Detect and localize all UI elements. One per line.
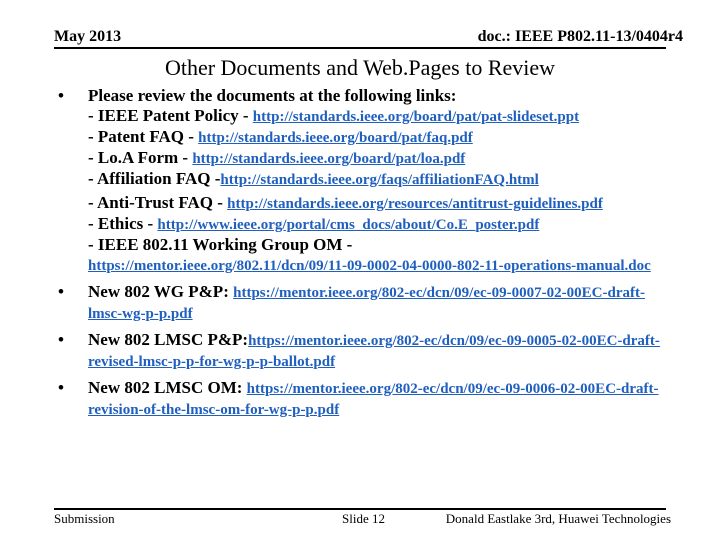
link-affiliation-faq[interactable]: http://standards.ieee.org/faqs/affiliationFAQ.html <box>220 172 539 188</box>
link-wg-pp[interactable]: https://mentor.ieee.org/802-ec/dcn/09/ec-09-0007-02-00EC-draft-lmsc-wg-p-p.pdf <box>88 285 645 322</box>
subitem-anti-trust-faq <box>88 193 678 214</box>
subitem-label: - Affiliation FAQ - <box>88 169 221 188</box>
slide-body <box>58 86 678 420</box>
bullet-icon: • <box>58 86 64 105</box>
link-lmsc-pp[interactable]: https://mentor.ieee.org/802-ec/dcn/09/ec-09-0005-02-00EC-draft-revised-lmsc-p-p-for-wg-p-p-ballot.pdf <box>88 333 660 370</box>
bullet-review-links <box>58 86 678 276</box>
link-wg-om[interactable]: https://mentor.ieee.org/802.11/dcn/09/11-09-0002-04-0000-802-11-operations-manual.doc <box>88 258 651 274</box>
link-patent-faq[interactable]: http://standards.ieee.org/board/pat/faq.pdf <box>198 130 473 146</box>
header-date: May 2013 <box>54 28 122 45</box>
bullet-lmsc-om <box>58 378 678 420</box>
footer-divider <box>54 508 666 510</box>
footer-slide-number: Slide 12 <box>342 511 385 526</box>
bullet-label: New 802 WG P&P: <box>88 282 234 301</box>
header-doc-id: doc.: IEEE P802.11-13/0404r4 <box>477 28 683 45</box>
subitem-patent-faq <box>88 127 678 148</box>
link-ethics[interactable]: http://www.ieee.org/portal/cms_docs/about/Co.E_poster.pdf <box>157 217 540 233</box>
link-patent-policy[interactable]: http://standards.ieee.org/board/pat/pat-slideset.ppt <box>252 109 580 125</box>
bullet-label: New 802 LMSC OM: <box>88 378 247 397</box>
bullet-icon: • <box>58 282 64 301</box>
subitem-label: - IEEE Patent Policy - <box>88 106 253 125</box>
subitem-ethics <box>88 214 678 235</box>
footer-submission: Submission <box>54 511 115 526</box>
subitem-label: - Anti-Trust FAQ - <box>88 193 228 212</box>
subitem-label: - Lo.A Form - <box>88 148 193 167</box>
bullet-icon: • <box>58 378 64 397</box>
subitem-label: - Ethics - <box>88 214 158 233</box>
link-anti-trust-faq[interactable]: http://standards.ieee.org/resources/antitrust-guidelines.pdf <box>227 196 603 212</box>
subitem-patent-policy <box>88 106 678 127</box>
header-divider <box>54 47 666 49</box>
footer-author: Donald Eastlake 3rd, Huawei Technologies <box>445 511 671 526</box>
bullet-lmsc-pp <box>58 330 678 372</box>
link-loa-form[interactable]: http://standards.ieee.org/board/pat/loa.pdf <box>192 151 466 167</box>
bullet-wg-pp <box>58 282 678 324</box>
subitem-wg-om <box>88 235 678 276</box>
subitem-loa-form <box>88 148 678 169</box>
bullet-icon: • <box>58 330 64 349</box>
subitem-affiliation-faq <box>88 169 678 190</box>
subitem-label: - IEEE 802.11 Working Group OM - <box>88 235 353 254</box>
bullet-label: New 802 LMSC P&P: <box>88 330 249 349</box>
link-lmsc-om[interactable]: https://mentor.ieee.org/802-ec/dcn/09/ec-09-0006-02-00EC-draft-revision-of-the-lmsc-om-for-wg-p-p.pdf <box>88 381 659 418</box>
subitem-label: - Patent FAQ - <box>88 127 199 146</box>
slide-title: Other Documents and Web.Pages to Review <box>164 55 556 80</box>
bullet-text: Please review the documents at the following links: <box>88 86 457 105</box>
